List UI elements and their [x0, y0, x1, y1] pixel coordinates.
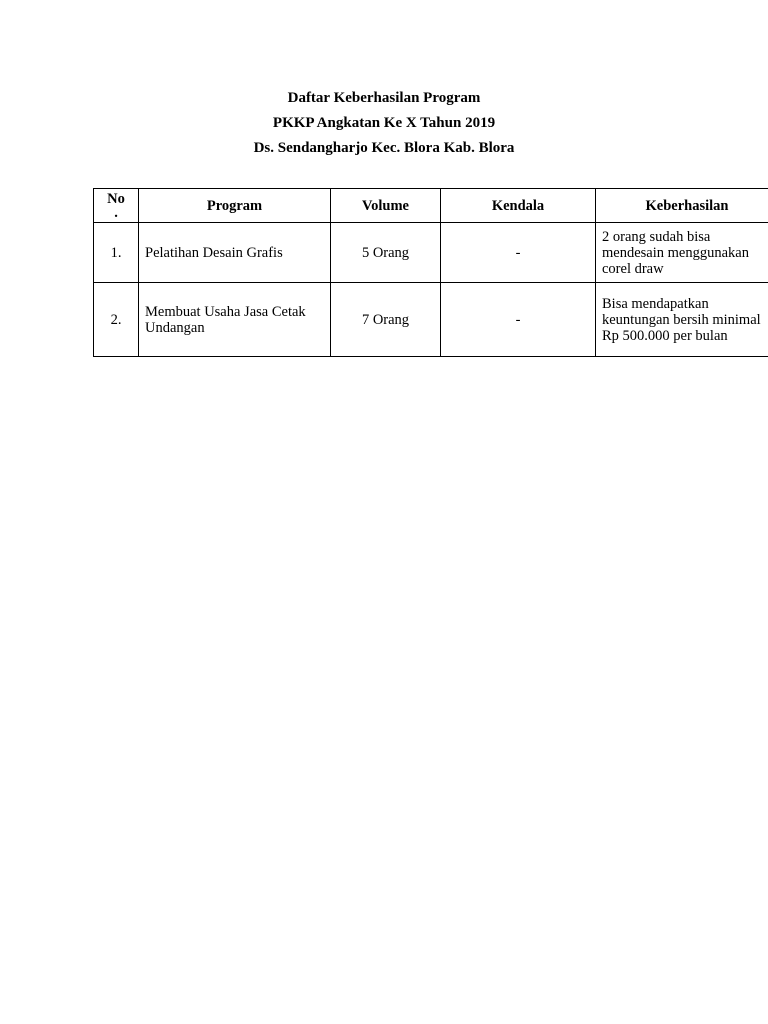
header-no	[94, 189, 139, 223]
cell-no: 2.	[94, 283, 139, 357]
header-volume: Volume	[331, 189, 441, 223]
document-title-block	[0, 86, 768, 161]
results-table	[93, 188, 768, 357]
header-kendala: Kendala	[441, 189, 596, 223]
cell-no: 1.	[94, 223, 139, 283]
cell-program: Membuat Usaha Jasa Cetak Undangan	[139, 283, 331, 357]
document-title: Daftar Keberhasilan Program	[287, 90, 481, 106]
cell-keberhasilan: Bisa mendapatkan keuntungan bersih minimal Rp 500.000 per bulan	[596, 283, 768, 357]
table-header-row	[94, 189, 768, 223]
header-no-line2: .	[114, 204, 118, 221]
cell-program: Pelatihan Desain Grafis	[139, 223, 331, 283]
header-keberhasilan: Keberhasilan	[596, 189, 768, 223]
table-row	[94, 223, 768, 283]
document-location: Ds. Sendangharjo Kec. Blora Kab. Blora	[253, 140, 515, 156]
table-row	[94, 283, 768, 357]
cell-keberhasilan: 2 orang sudah bisa mendesain menggunakan corel draw	[596, 223, 768, 283]
header-no-line1: No	[107, 190, 125, 207]
cell-kendala: -	[441, 223, 596, 283]
cell-volume: 5 Orang	[331, 223, 441, 283]
cell-volume: 7 Orang	[331, 283, 441, 357]
document-subtitle: PKKP Angkatan Ke X Tahun 2019	[272, 115, 496, 131]
header-program: Program	[139, 189, 331, 223]
cell-kendala: -	[441, 283, 596, 357]
